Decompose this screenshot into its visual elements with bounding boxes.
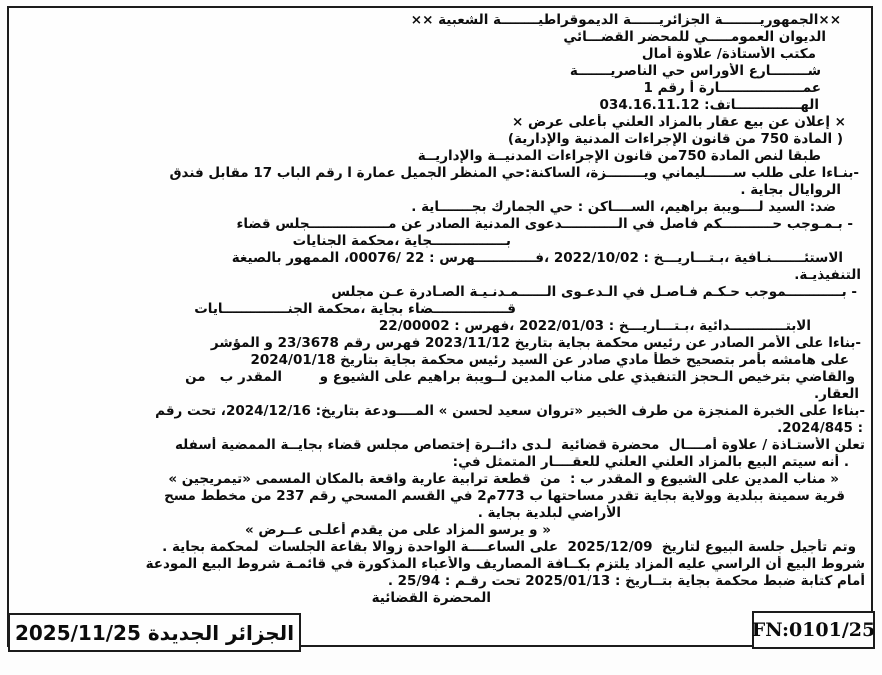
notice-line: -بناءا على الخبرة المنجزة من طرف الخبير «تروان سعيد لحسن » المــــودعة بتاريخ: 2024/12/16، تحت رقم <box>155 403 865 419</box>
notice-line: : 2024/845. <box>777 420 863 436</box>
notice-line: شــــــــارع الأوراس حي الناصريـــــــة <box>569 63 821 79</box>
notice-line: مكتب الأستاذة/ علاوة أمال <box>641 46 816 62</box>
notice-line: قرية سمينة ببلدية وولاية بجاية تقدر مساحتها ب 773م2 في القسم المسحي رقم 237 من مخطط مسح <box>164 488 845 504</box>
notice-line: -بنـاءا على طلب ســــــليماني ويــــــــزة، الساكنة:حي المنظر الجميل عمارة ا رقم الباب 17 مقابل فندق <box>169 165 859 181</box>
journal-name-date-box <box>8 613 301 652</box>
notice-line: أمام كتابة ضبط محكمة بجاية بتــاريخ : 2025/01/13 تحت رقـم : 25/94 . <box>387 573 865 589</box>
notice-line: -بناءا على الأمر الصادر عن رئيس محكمة بجاية بتاريخ 2023/11/12 فهرس رقم 23/3678 و المؤشر <box>210 335 861 351</box>
notice-line: عمــــــــــــــــــارة أ رقم 1 <box>643 80 821 96</box>
notice-line: على هامشه بأمر بتصحيح خطأ مادي صادر عن السيد رئيس محكمة بجاية بتاريخ 2024/01/18 <box>250 352 849 368</box>
notice-line: الاستئـــــــنـافية ،بـتـــاريـــخ : 2022/10/02 ،فـــــــــــــهرس : ‎00076/ 22‎، الممهور بالصيغة <box>231 250 843 266</box>
notice-line: الديوان العمومـــــي للمحضر القضـــائي <box>563 29 826 45</box>
notice-line: قــــــــــــــــضاء بجاية ،محكمة الجنــــــــــــــايات <box>194 301 516 317</box>
notice-line: ( المادة 750 من قانون الإجراءات المدنية والإدارية) <box>507 131 843 147</box>
notice-line: « مناب المدين على الشيوع و المقدر ب : من قطعة ترابية عارية واقعة بالمكان المسمى «تيمريجين » <box>168 471 839 487</box>
notice-line: ضد: السيد لــــويبة براهيم، الســــاكن : حي الجمارك بجـــــــاية . <box>411 199 836 215</box>
notice-line: الهــــــــــــــاتف: 034.16.11.12 <box>599 97 819 113</box>
notice-line: تعلن الأستـاذة / علاوة أمــــال محضرة قضائية لـدى دائــرة إختصاص مجلس قضاء بجايــة الممضية أسفله <box>174 437 865 453</box>
notice-line: الأراضي لبلدية بجاية . <box>477 505 621 521</box>
notice-line: - بــــــــــــموجب حـكـم فـاصـل في الـدعـوى الــــــمـدنـيـة الصـادرة عـن مجلس <box>331 284 857 300</box>
file-number: FN:0101/25 <box>751 619 876 641</box>
notice-line: الابتــــــــــــدائية ،بـتـــاريـــخ : 2022/01/03 ،فهرس : 22/00002 <box>378 318 811 334</box>
notice-line: العقار. <box>813 386 859 402</box>
file-number-box <box>752 611 875 649</box>
notice-line: الروايال بجاية . <box>740 182 841 198</box>
notice-body <box>9 12 871 607</box>
notice-line: طبقا لنص المادة 750من قانون الإجراءات المدنيــة والإداريــة <box>417 148 821 164</box>
notice-line: شروط البيع أن الراسي عليه المزاد يلتزم بكــافة المصاريف والأعباء المذكورة في قائمـة شروط البيع المودعة <box>145 556 865 572</box>
notice-line: « و يرسو المزاد على من يقدم أعلـى عــرض » <box>244 522 551 538</box>
notice-line: التنفيذيـة. <box>794 267 861 283</box>
notice-line: وتم تأجيل جلسة البيوع لتاريخ 2025/12/09 على الساعــــة الواحدة زوالا بقاعة الجلسات لمحكمة بجاية . <box>162 539 856 555</box>
notice-line: - بـمـوجب حـــــــــــكم فاصل في الــــــــــــدعوى المدنية الصادر عن مـــــــــــــــــجلس قضاء <box>236 216 853 232</box>
notice-line: ××الجمهوريــــــــة الجزائريــــــة الديموقراطيــــــــة الشعبية ×× <box>410 12 841 28</box>
notice-line: المحضرة القضائية <box>371 590 491 606</box>
notice-frame <box>7 6 876 647</box>
notice-line: بــــــــــــــــجاية ،محكمة الجنايات <box>292 233 511 249</box>
notice-line: . أنه سيتم البيع بالمزاد العلني العلني للعقــــار المتمثل في: <box>452 454 849 470</box>
notice-line: والقاضي بترخيص الـحجز التنفيذي على مناب المدين لــويبة براهيم على الشيوع و المقدر ب من <box>185 369 855 385</box>
journal-name-date: الجزائر الجديدة 2025/11/25 <box>14 620 295 645</box>
notice-line: × إعلان عن بيع عقار بالمزاد العلني بأعلى عرض × <box>511 114 846 130</box>
